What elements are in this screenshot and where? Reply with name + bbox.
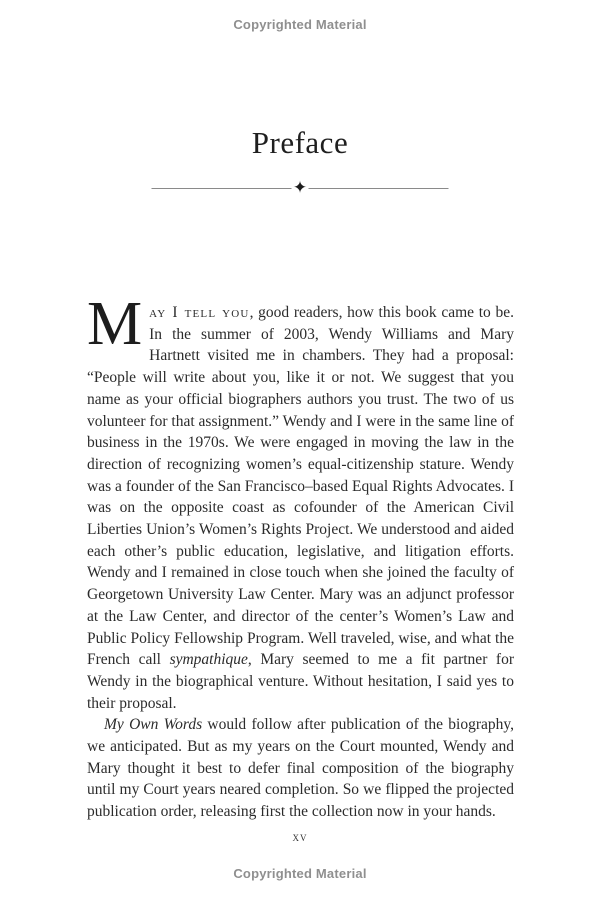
page-number: xv [292,829,308,844]
chapter-title: Preface [251,125,349,160]
paragraph-1-text: , good readers, how this book came to be. In the summer of 2003, Wendy Williams and Mary Hartnett visited me in chambers. They had a proposal: “People will write about you, like it or not. We suggest that you name as your official biographers authors you trust. The two of us volunteer for that assignment.” Wendy and I were in the same line of business in the 1970s. We were engaged in moving the law in the direction of recognizing women’s equal-citizenship stature. Wendy was a founder of the San Francisco–based Equal Rights Advocates. I was on the opposite coast as cofounder of the American Civil Liberties Union’s Women’s Rights Project. We understood and aided each other’s public education, legislative, and litigation efforts. Wendy and I remained in close touch when she joined the faculty of Georgetown University Law Center. Mary was an adjunct professor at the Law Center, and director of the center’s Women’s Law and Public Policy Fellowship Program. Well traveled, wise, and what the French call [87,304,514,669]
copyright-watermark-top: Copyrighted Material [233,17,367,32]
paragraph-1-italic: sympathique [169,651,248,669]
opening-small-caps: ay I tell you [149,304,250,321]
paragraph-2 [87,714,514,823]
title-divider [152,178,449,198]
paragraph-2-text: would follow after publication of the biography, we anticipated. But as my years on the Court mounted, Wendy and Mary thought it best to defer final composition of the biography until my Court years neared completion. So we flipped the projected publication order, releasing first the collection now in your hands. [87,716,514,821]
copyright-watermark-bottom: Copyrighted Material [233,866,367,881]
dropcap-letter: M [87,290,143,358]
divider-rule-right [308,188,448,189]
divider-rule-left [152,188,292,189]
paragraph-2-italic: My Own Words [104,716,203,734]
body-text [87,290,514,823]
paragraph-1 [87,290,514,714]
diamond-icon: ✦ [292,178,308,198]
paragraph-1-end: , Mary seemed to me a fit partner for Wendy in the biographical venture. Without hesitation, I said yes to their proposal. [87,651,514,712]
